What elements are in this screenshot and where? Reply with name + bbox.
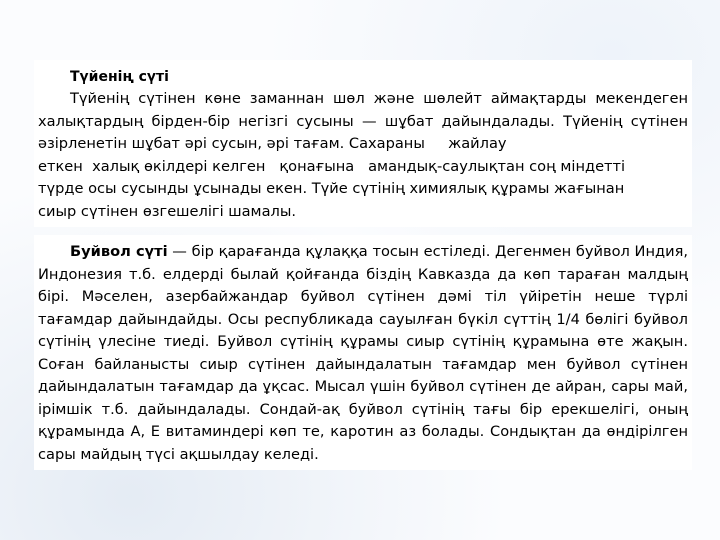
- camel-milk-line-5: түрде осы сусынды ұсынады екен. Түйе сүтінің химиялық құрамы жағынан: [38, 180, 625, 197]
- buffalo-milk-section: [34, 235, 692, 470]
- buffalo-milk-term: Буйвол сүті: [70, 243, 168, 260]
- camel-milk-paragraph-text: Түйенің сүтінен көне заманнан шөл және шөлейт аймақтарды мекендеген халықтардың бірден-бір негізгі сусыны — шұбат дайындалады. Түйенің сүтінен әзірленетін шұбат әрі сусын, әрі тағам. Сахараны: [38, 90, 688, 152]
- section-heading-camel-milk: Түйенің сүті: [70, 69, 169, 85]
- buffalo-milk-paragraph-text: — бір қарағанда құлаққа тосын естіледі. Дегенмен буйвол Индия, Индонезия т.б. елдерді былай қойғанда біздің Кавказда да көп тараған малдың бірі. Мәселен, азербайжандар буйвол сүтінен дәмі тіл үйіретін неше түрлі тағамдар дайындайды. Осы республикада сауылған бүкіл сүттің 1/4 бөлігі буйвол сүтінің үлесіне тиеді. Буйвол сүтінің құрамы сиыр сүтінің құрамына өте жақын. Соған байланысты сиыр сүтінен дайындалатын тағамдар мен буйвол сүтінен дайындалатын тағамдар да ұқсас. Мысал үшін буйвол сүтінен де айран, сары май, ірімшік т.б. дайындалады. Сондай-ақ буйвол сүтінің тағы бір ерекшелігі, оның құрамында А, Е витаминдері көп те, каротин аз болады. Сондықтан да өндірілген сары майдың түсі ақшылдау келеді.: [38, 243, 688, 463]
- camel-milk-line-4: еткен халық өкілдері келген қонағына амандық-саулықтан соң міндетті: [38, 157, 626, 175]
- camel-milk-section: [34, 60, 692, 227]
- camel-milk-word-zhailau: жайлау: [448, 135, 507, 152]
- document-body: [34, 60, 692, 470]
- buffalo-milk-paragraph: [38, 241, 688, 466]
- camel-milk-line-6: сиыр сүтінен өзгешелігі шамалы.: [38, 202, 296, 220]
- camel-milk-paragraph: [38, 88, 688, 156]
